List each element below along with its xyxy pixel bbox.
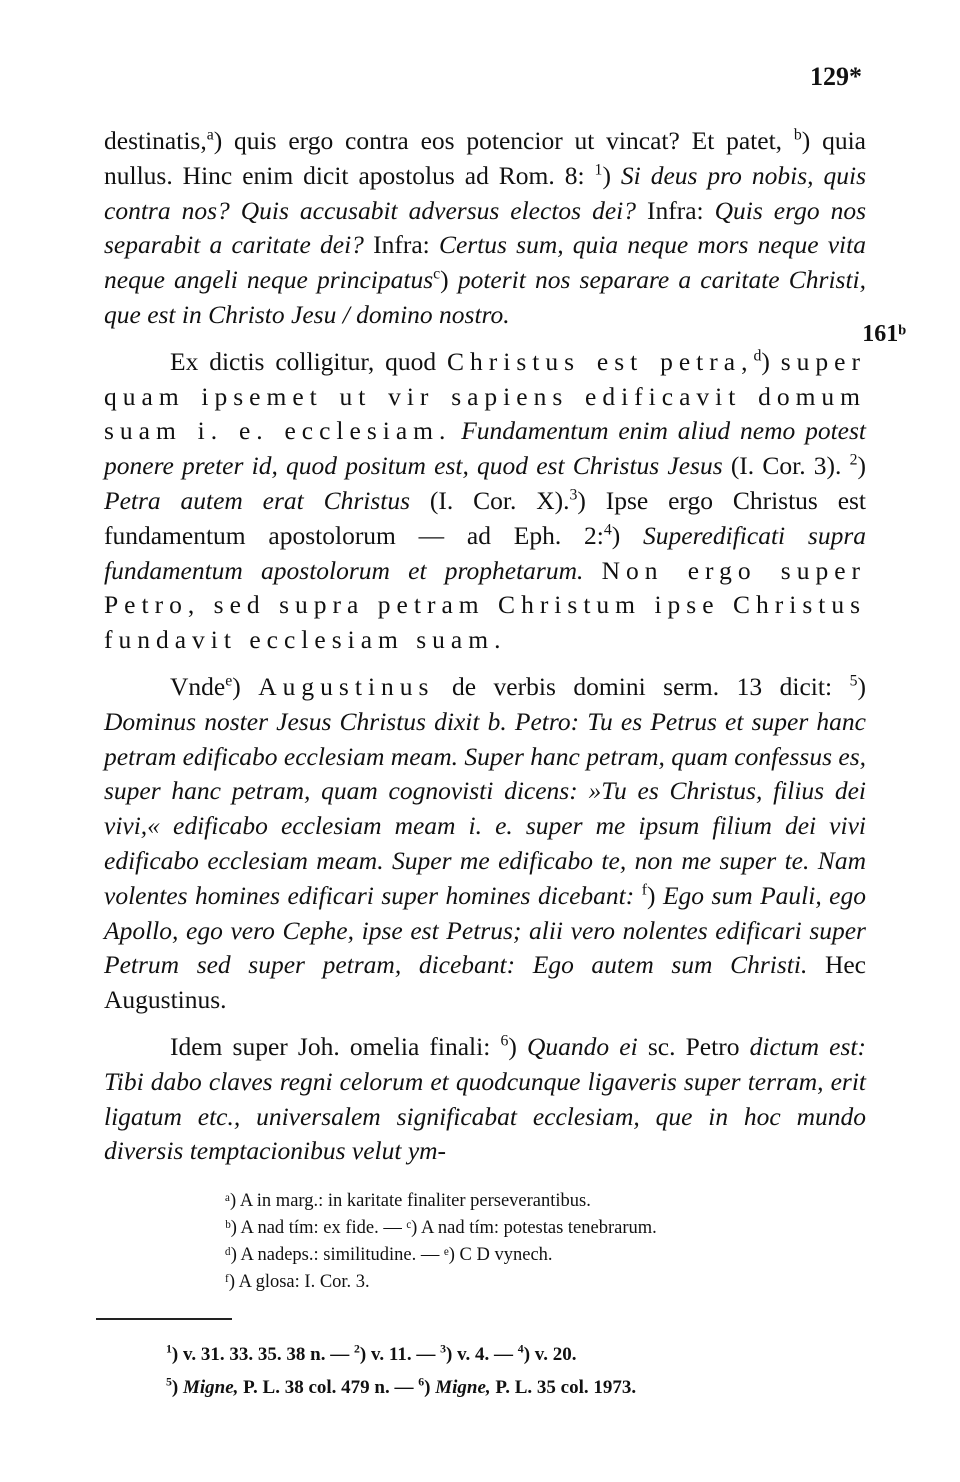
italic-text: Certus sum, quia neque mors neque vita neque angeli neque principatus — [104, 230, 866, 295]
footnote-marker: c — [433, 265, 441, 283]
text-run: ) — [611, 520, 644, 550]
spaced-text: Augustinus — [258, 671, 435, 701]
italic-text: dictum est: Tibi dabo claves regni celorum et quodcunque ligaveris super terram, erit ligatum etc., universalem significabat ecclesiam, que in hoc mundo diversis temptacionibus velut ym- — [104, 1031, 866, 1166]
italic-text: Quis ergo nos separabit a caritate dei? — [104, 195, 866, 260]
footnote-marker: 3 — [569, 486, 578, 504]
footnote-marker: 6 — [418, 1375, 425, 1389]
text-run: ) — [602, 160, 621, 190]
italic-text: Dominus noster Jesus Christus dixit b. Petro: Tu es Petrus et super hanc petram edificabo ecclesiam meam. Super hanc petram, quam confessus es, super hanc petram, quam cognovisti dicens: »Tu es Christus, filius dei vivi,« edificabo ecclesiam meam i. e. super me ipsum filium dei vivi edificabo ecclesiam meam. Super me edificabo te, non me super te. Nam volentes homines edificari super homines dicebant: — [104, 706, 867, 910]
text-run: Vnde — [170, 671, 226, 701]
text-run: P. L. 35 col. 1973. — [490, 1377, 637, 1398]
text-run — [451, 416, 461, 445]
text-run: P. L. 38 col. 479 n. — — [238, 1377, 419, 1398]
text-run: destinatis, — [104, 126, 207, 155]
source-note — [166, 1371, 866, 1404]
margin-folio-note: 161ᵇ — [862, 321, 906, 347]
paragraph-1 — [104, 124, 866, 333]
text-run — [583, 556, 601, 585]
page-number: 129* — [810, 62, 862, 91]
footnote-marker: 4 — [603, 521, 612, 539]
text-run: ) — [424, 1377, 436, 1398]
text-run: ) — [232, 671, 259, 701]
text-run: ) — [857, 451, 866, 481]
footnote-marker: d — [753, 347, 762, 365]
source-notes — [166, 1338, 866, 1404]
text-run: ) — [647, 880, 663, 910]
paragraph-3 — [104, 670, 866, 1018]
text-run: ) — [508, 1031, 527, 1061]
text-run: ) v. 4. — — [446, 1344, 518, 1365]
textual-notes — [225, 1188, 865, 1296]
footnote-divider — [96, 1318, 232, 1320]
italic-text: Fundamentum enim aliud nemo potest ponere preter id, quod positum est, quod est Christus Jesus — [104, 416, 866, 481]
footnote-marker: a — [206, 126, 214, 144]
textual-note: ᶠ) A glosa: I. Cor. 3. — [225, 1272, 370, 1292]
footnote-marker: e — [225, 672, 233, 690]
italic-text: Si deus pro nobis, quis contra nos? Quis accusabit adversus electos dei? — [104, 160, 866, 225]
italic-text: Migne, — [435, 1377, 491, 1398]
text-run: ) — [440, 265, 458, 295]
text-run: ) quia nullus. Hinc enim dicit apostolus ad Rom. 8: — [104, 126, 866, 190]
text-run: sc. Petro — [637, 1031, 750, 1061]
text-run: ) quis ergo contra eos potencior ut vincat? Et patet, — [213, 126, 794, 155]
main-text — [104, 124, 866, 1169]
italic-text: Migne, — [182, 1377, 239, 1398]
footnote-marker: 2 — [849, 451, 858, 469]
text-run: ) — [857, 671, 866, 701]
footnote-marker: 1 — [594, 161, 603, 179]
text-run: ) v. 11. — — [359, 1344, 441, 1365]
text-run: de verbis domini serm. 13 dicit: — [434, 671, 850, 701]
spaced-text: Christus est petra, — [446, 346, 754, 376]
footnote-marker: 1 — [166, 1342, 172, 1356]
footnote-marker: 3 — [440, 1342, 447, 1356]
source-note — [166, 1338, 866, 1371]
textual-note: ᵃ) A in marg.: in karitate finaliter perseverantibus. — [225, 1191, 591, 1211]
italic-text: Ego sum Pauli, ego Apollo, ego vero Cephe, ipse est Petrus; alii vero nolentes edificari super Petrum sed super petram, dicebant: Ego autem sum Christi. — [104, 880, 866, 980]
footnote-marker: b — [793, 126, 802, 144]
spaced-text: super quam ipsemet ut vir sapiens edificavit domum suam i. e. ecclesiam. — [104, 346, 866, 446]
text-run: Idem super Joh. omelia finali: — [170, 1031, 501, 1061]
paragraph-4 — [104, 1030, 866, 1169]
footnote-marker: 2 — [354, 1342, 360, 1356]
textual-note: ᵈ) A nadeps.: similitudine. — ᵉ) C D vynech. — [225, 1245, 553, 1265]
text-run: Hec Augustinus. — [104, 950, 866, 1015]
text-run: Infra: — [363, 230, 439, 260]
spaced-text: Non ergo super Petro, sed supra petram Christum ipse Christus fundavit ecclesiam suam. — [104, 555, 867, 655]
text-run: ) Ipse ergo Christus est fundamentum apostolorum — ad Eph. 2: — [104, 485, 867, 550]
text-run: Infra: — [635, 195, 715, 225]
footnote-marker: 5 — [166, 1375, 172, 1389]
footnote-marker: 4 — [517, 1342, 524, 1356]
italic-text: poterit nos separare a caritate Christi, que est in Christo Jesu / domino nostro. — [104, 265, 866, 329]
footnote-marker: f — [641, 881, 647, 899]
textual-note: ᵇ) A nad tím: ex fide. — ᶜ) A nad tím: potestas tenebrarum. — [225, 1218, 657, 1238]
italic-text: Superedificati supra fundamentum apostolorum et prophetarum. — [104, 520, 866, 585]
paragraph-2 — [104, 345, 866, 658]
footnote-marker: 5 — [849, 672, 858, 690]
italic-text: Petra autem erat Christus — [104, 485, 411, 515]
text-run: ) — [761, 346, 781, 376]
text-run: ) v. 20. — [523, 1344, 577, 1365]
italic-text: Quando ei — [527, 1031, 638, 1061]
text-run: Ex dictis colligitur, quod — [170, 346, 447, 376]
text-run: (I. Cor. 3). — [722, 451, 850, 481]
text-run: ) — [171, 1377, 183, 1398]
text-run: (I. Cor. X). — [410, 485, 570, 515]
footnote-marker: 6 — [500, 1032, 509, 1050]
text-run: ) v. 31. 33. 35. 38 n. — — [171, 1344, 354, 1365]
